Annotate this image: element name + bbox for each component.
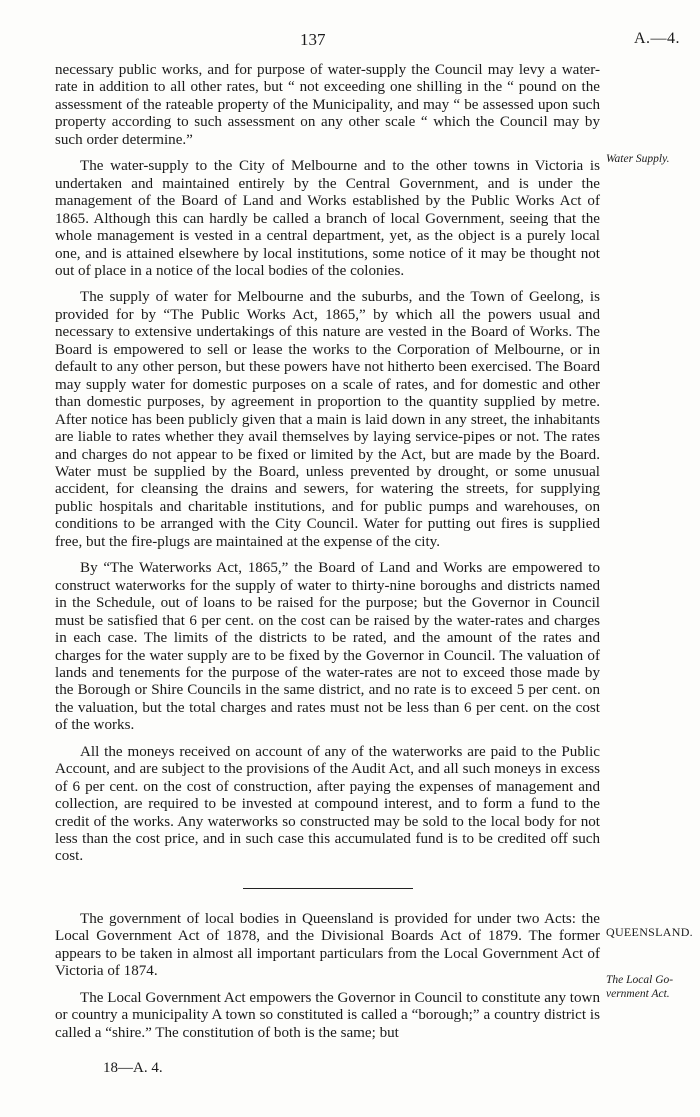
- paragraph-melbourne-water-supply: The water-supply to the City of Melbourne and to the other towns in Victoria is undertaken and maintained entirely by the Central Government, and is under the management of the Board of Land and Works established by the Public Works Act of 1865. Although this can hardly be called a branch of local Government, seeing that the whole management is vested in a central department, yet, as the object is a purely local one, and is attained elsewhere by local institutions, some notice of it may be thought not out of place in a notice of the local bodies of the colonies.: [55, 158, 600, 279]
- document-reference: A.—4.: [633, 30, 680, 47]
- section-divider: [243, 888, 413, 889]
- margin-note-line-1: The Local Go-: [606, 974, 674, 986]
- paragraph-queensland-acts: The government of local bodies in Queensland is provided for under two Acts: the Local Government Act of 1878, and the Divisional Boards Act of 1879. The former appears to be taken in almost all important particulars from the Local Government Act of Victoria of 1874.: [55, 910, 600, 980]
- paragraph-water-rate: necessary public works, and for purpose of water-supply the Council may levy a water-rate in addition to all other rates, but “ not exceeding one shilling in the “ pound on the assessment of the rateable property of the Municipality, and may “ be assessed upon such property according to such assessment on any other scale “ which the Council may by such order determine.”: [55, 62, 600, 148]
- signature-mark: 18—A. 4.: [103, 1060, 163, 1076]
- margin-note-local-government-act: [606, 973, 696, 1001]
- margin-note-line-2: vernment Act.: [606, 988, 670, 1000]
- paragraph-audit-act: All the moneys received on account of any of the waterworks are paid to the Public Account, and are subject to the provisions of the Audit Act, and all such moneys in excess of 6 per cent. on the cost of construction, after paying the expenses of management and collection, are required to be invested at compound interest, and to form a fund to the credit of the works. Any waterworks so constructed may be sold to the local body for not less than the cost price, and in such case this accumulated fund is to be credited off such cost.: [55, 743, 600, 865]
- paragraph-public-works-act: The supply of water for Melbourne and the suburbs, and the Town of Geelong, is provided for by “The Public Works Act, 1865,” by which all the powers usual and necessary to extensive undertakings of this nature are vested in the Board of Works. The Board is empowered to sell or lease the works to the Corporation of Melbourne, or in default to any other person, but these powers have not hitherto been exercised. The Board may supply water for domestic purposes on a scale of rates, and for domestic and other than domestic purposes, by agreement in proportion to the quantity supplied by metre. After notice has been publicly given that a main is laid down in any street, the inhabitants are liable to rates whether they avail themselves by laying service-pipes or not. The rates and charges do not appear to be fixed or limited by the Act, but are made by the Board. Water must be supplied by the Board, unless prevented by drought, or some unusual accident, for cleansing the drains and sewers, for watering the streets, for supplying public hospitals and charitable institutions, and for public pumps and warehouses, on conditions to be arranged with the City Council. Water for putting out fires is supplied free, but the fire-plugs are maintained at the expense of the city.: [55, 289, 600, 550]
- margin-note-water-supply: Water Supply.: [606, 153, 670, 165]
- body-text: [55, 62, 600, 1042]
- page-number: 137: [300, 30, 326, 49]
- page-header: [0, 30, 700, 50]
- paragraph-waterworks-act: By “The Waterworks Act, 1865,” the Board of Land and Works are empowered to construct waterworks for the supply of water to thirty-nine boroughs and districts named in the Schedule, out of loans to be raised for the purpose; but the Governor in Council must be satisfied that 6 per cent. on the cost can be raised by the water-rates and charges in each case. The limits of the districts to be rated, and the amount of the rates and charges for the water supply are to be fixed by the Governor in Council. The valuation of lands and tenements for the purpose of the water-rates are not to exceed those made by the Borough or Shire Councils in the same district, and no rate is to exceed 5 per cent. on the valuation, but the total charges and rates must not be less than 6 per cent. on the cost of the works.: [55, 560, 600, 734]
- margin-note-queensland: QUEENSLAND.: [606, 925, 693, 939]
- paragraph-local-government-act: The Local Government Act empowers the Governor in Council to constitute any town or country a municipality A town so constituted is called a “borough;” a country district is called a “shire.” The constitution of both is the same; but: [55, 989, 600, 1041]
